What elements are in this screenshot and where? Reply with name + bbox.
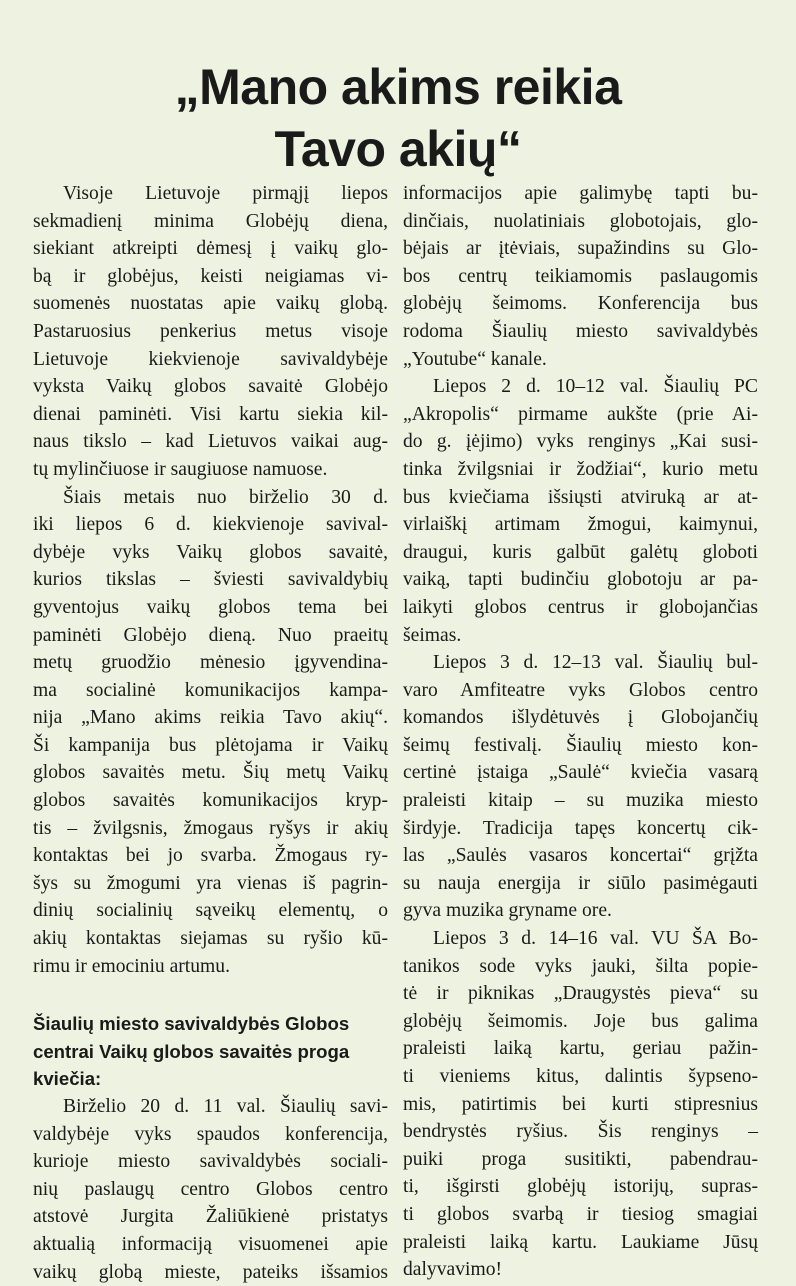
text-line: laikyti globos centrus ir globojančias [403,596,758,618]
text-line: tė ir piknikas „Draugystės pieva“ su [403,983,758,1005]
text-line: širdyje. Tradicija tapęs koncertų cik- [403,817,758,839]
text-line: Liepos 3 d. 12–13 val. Šiaulių bul- [433,652,758,674]
text-line: metų gruodžio mėnesio įgyvendina- [33,652,388,674]
text-line: bus kviečiama išsiųsti atviruką ar at- [403,486,758,508]
paragraph-botanical-picnic [403,925,758,1284]
subheading-line: Šiaulių miesto savivaldybės Globos [33,1013,350,1035]
section-subheading [33,1010,388,1093]
text-line: „Youtube“ kanale. [403,348,547,370]
text-line: siekiant atkreipti dėmesį į vaikų glo- [33,238,388,260]
text-line: mis, patirtimis bei kurti stipresnius [403,1093,758,1115]
text-line: tis – žvilgsnis, žmogaus ryšys ir akių [33,817,388,839]
text-line: globos savaitės metu. Šių metų Vaikų [33,762,388,784]
text-line: sekmadienį minima Globėjų diena, [33,210,388,232]
text-line: šeimas. [403,624,462,646]
text-line: rodoma Šiaulių miesto savivaldybės [403,320,758,342]
text-line: globėjų šeimomis. Joje bus galima [403,1010,758,1032]
text-line: šys su žmogumi yra vienas iš pagrin- [33,872,388,894]
paragraph-press-conference-cont [403,180,758,373]
text-line: puiki proga susitikti, pabendrau- [403,1148,758,1170]
text-line: Lietuvoje kiekvienoje savivaldybėje [33,348,388,370]
text-line: globėjų šeimoms. Konferencija bus [403,293,758,315]
text-line: valdybėje vyks spaudos konferencija, [33,1123,388,1145]
text-line: vaiką, tapti budinčiu globotoju ar pa- [403,569,758,591]
text-line: globos savaitės komunikacijos kryp- [33,790,388,812]
text-line: „Akropolis“ pirmame aukšte (prie Ai- [403,403,758,425]
text-line: šeimų festivalį. Šiaulių miesto kon- [403,734,758,756]
text-line: praleisti laiką kartu, geriau pažin- [403,1038,758,1060]
text-line: vaikų globą mieste, pateiks išsamios [33,1261,388,1283]
text-line: su nauja energija ir siūlo pasimėgauti [403,872,758,894]
text-line: vyksta Vaikų globos savaitė Globėjo [33,376,388,398]
text-line: Visoje Lietuvoje pirmąjį liepos [63,183,388,204]
text-line: ti, išgirsti globėjų istorijų, supras- [403,1176,758,1198]
text-line: bendrystės ryšius. Šis renginys – [403,1121,758,1143]
text-line: ti globos svarbą ir tiesiog smagiai [403,1203,758,1225]
text-line: rimu ir emociniu artumu. [33,955,230,977]
text-line: gyva muzika gryname ore. [403,900,612,922]
text-line: tanikos sode vyks jauki, šilta popie- [403,955,758,977]
text-line: virlaiškį artimam žmogui, kaimynui, [403,514,758,536]
text-line: ti vieniems kitus, dalintis šypseno- [403,1066,758,1087]
text-line: kontaktas bei jo svarba. Žmogaus ry- [33,845,388,867]
paragraph-intro [33,180,388,484]
text-line: nija „Mano akims reikia Tavo akių“. [33,707,388,729]
text-line: Liepos 3 d. 14–16 val. VU ŠA Bo- [433,928,758,950]
text-line: bą ir globėjus, keisti neigiamas vi- [33,265,388,287]
text-line: ma socialinė komunikacijos kampa- [33,679,388,701]
text-line: certinė įstaiga „Saulė“ kviečia vasarą [403,762,758,784]
text-line: aktualią informaciją visuomenei apie [33,1233,388,1255]
text-line: dybėje vyks Vaikų globos savaitė, [33,541,388,563]
text-line: dinčiais, nuolatiniais globotojais, glo- [403,210,758,232]
article-title [0,56,796,180]
text-line: gyventojus vaikų globos tema bei [33,596,388,618]
text-line: iki liepos 6 d. kiekvienoje savival- [33,514,388,536]
subheading-line: centrai Vaikų globos savaitės proga [33,1040,350,1062]
subheading-line: kviečia: [33,1068,102,1090]
text-line: las „Saulės vasaros koncertai“ grįžta [403,845,758,867]
text-line: tinka žvilgsniai ir žodžiai“, kurio metu [403,458,758,480]
text-line: dalyvavimo! [403,1259,503,1281]
text-line: praleisti kitaip – su muzika miesto [403,790,758,812]
text-line: komandos išlydėtuvės į Globojančių [403,707,758,729]
text-line: draugui, kuris galbūt galėtų globoti [403,541,758,563]
text-line: Birželio 20 d. 11 val. Šiaulių savi- [63,1096,388,1117]
text-line: nių paslaugų centro Globos centro [33,1178,388,1200]
text-line: Šiais metais nuo birželio 30 d. [63,486,388,508]
text-line: bos centrų teikiamomis paslaugomis [403,265,758,287]
text-line: Liepos 2 d. 10–12 val. Šiaulių PC [433,376,758,398]
text-line: akių kontaktas siejamas su ryšio kū- [33,928,388,950]
subheading-spacer [33,980,388,1010]
text-line: do g. įėjimo) vyks renginys „Kai susi- [403,431,758,453]
text-line: paminėti Globėjo dieną. Nuo praeitų [33,624,388,646]
title-line: Tavo akių“ [274,120,522,177]
left-column [33,180,388,1286]
text-line: atstovė Jurgita Žaliūkienė pristatys [33,1206,388,1228]
text-line: varo Amfiteatre vyks Globos centro [403,679,758,701]
right-column [403,180,758,1284]
text-line: kurioje miesto savivaldybės sociali- [33,1151,388,1173]
paragraph-akropolis-event [403,373,758,649]
text-line: Pastaruosius penkerius metus visoje [33,320,388,342]
paragraph-press-conference [33,1093,388,1286]
paragraph-amphitheatre-event [403,649,758,925]
text-line: dinių socialinių sąveikų elementų, o [33,900,388,922]
text-line: Ši kampanija bus plėtojama ir Vaikų [33,734,388,756]
text-line: suomenės nuostatas apie vaikų globą. [33,293,388,315]
text-line: bėjais ar įtėviais, supažindins su Glo- [403,238,758,260]
text-line: praleisti laiką kartu. Laukiame Jūsų [403,1231,758,1253]
title-line: „Mano akims reikia [174,58,622,115]
text-line: naus tikslo – kad Lietuvos vaikai aug- [33,431,388,453]
text-line: kurios tikslas – šviesti savivaldybių [33,569,388,591]
text-line: tų mylinčiuose ir saugiuose namuose. [33,458,328,480]
text-line: dienai paminėti. Visi kartu siekia kil- [33,403,388,425]
paragraph-campaign [33,484,388,981]
text-line: informacijos apie galimybę tapti bu- [403,183,758,204]
